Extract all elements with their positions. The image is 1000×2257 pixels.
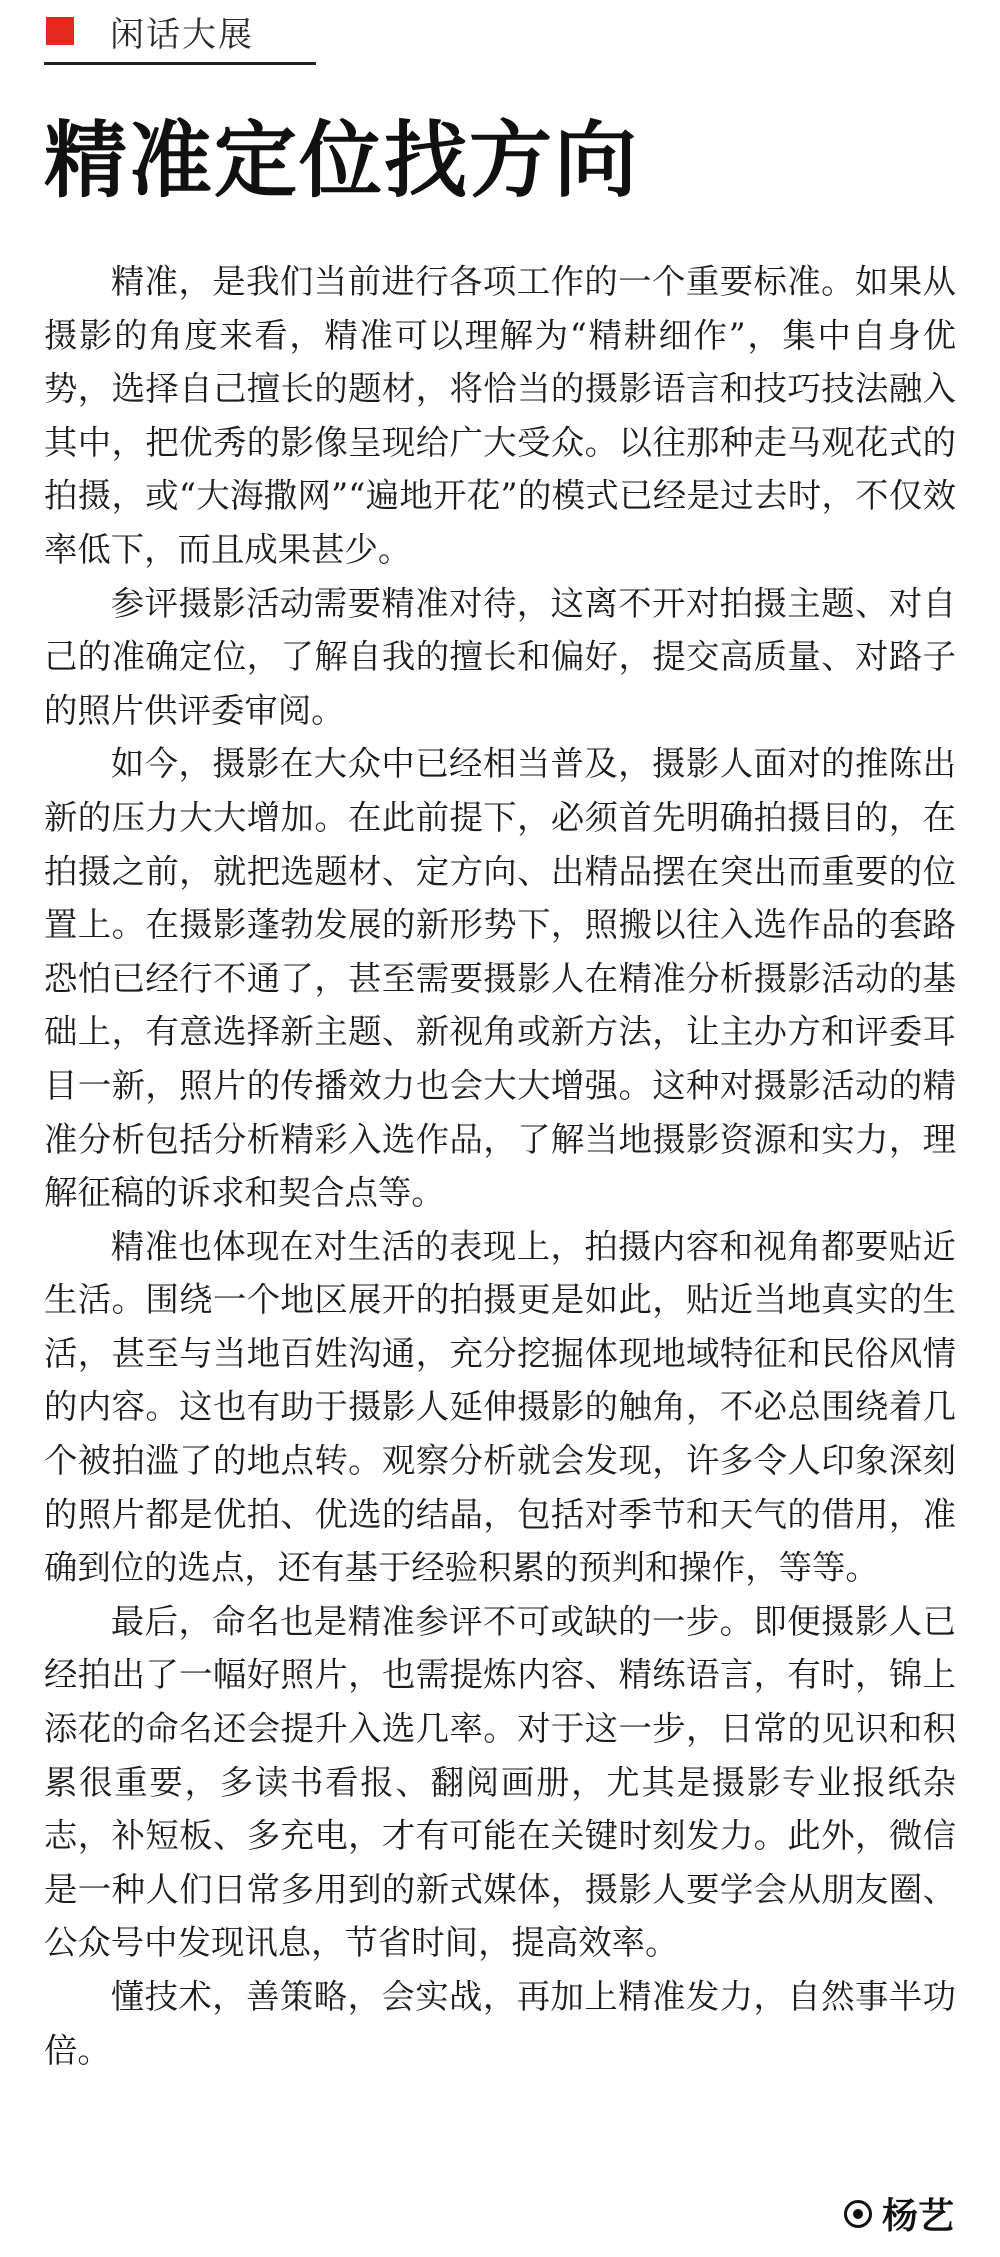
paragraph-6: 懂技术，善策略，会实战，再加上精准发力，自然事半功倍。 <box>44 1977 956 2070</box>
paragraph-4: 精准也体现在对生活的表现上，拍摄内容和视角都要贴近生活。围绕一个地区展开的拍摄更是如此，贴近当地真实的生活，甚至与当地百姓沟通，充分挖掘体现地域特征和民俗风情的内容。这也有助于摄影人延伸摄影的触角，不必总围绕着几个被拍滥了的地点转。观察分析就会发现，许多令人印象深刻的照片都是优拍、优选的结晶，包括对季节和天气的借用，准确到位的选点，还有基于经验积累的预判和操作，等等。 <box>44 1226 956 1588</box>
author-byline <box>844 2188 954 2239</box>
red-square-marker <box>46 17 74 45</box>
column-title: 闲话大展 <box>110 14 254 55</box>
article-headline: 精准定位找方向 <box>44 112 639 209</box>
article-body <box>44 255 956 2077</box>
paragraph-1: 精准，是我们当前进行各项工作的一个重要标准。如果从摄影的角度来看，精准可以理解为“精耕细作”，集中自身优势，选择自己擅长的题材，将恰当的摄影语言和技巧技法融入其中，把优秀的影像呈现给广大受众。以往那种走马观花式的拍摄，或“大海撒网”“遍地开花”的模式已经是过去时，不仅效率低下，而且成果甚少。 <box>44 262 956 569</box>
paragraph-5: 最后，命名也是精准参评不可或缺的一步。即便摄影人已经拍出了一幅好照片，也需提炼内容、精练语言，有时，锦上添花的命名还会提升入选几率。对于这一步，日常的见识和积累很重要，多读书看报、翻阅画册，尤其是摄影专业报纸杂志，补短板、多充电，才有可能在关键时刻发力。此外，微信是一种人们日常多用到的新式媒体，摄影人要学会从朋友圈、公众号中发现讯息，节省时间，提高效率。 <box>44 1601 956 1963</box>
column-header <box>44 0 316 65</box>
author-name: 杨艺 <box>881 2196 954 2237</box>
paragraph-3: 如今，摄影在大众中已经相当普及，摄影人面对的推陈出新的压力大大增加。在此前提下，必须首先明确拍摄目的，在拍摄之前，就把选题材、定方向、出精品摆在突出而重要的位置上。在摄影蓬勃发展的新形势下，照搬以往入选作品的套路恐怕已经行不通了，甚至需要摄影人在精准分析摄影活动的基础上，有意选择新主题、新视角或新方法，让主办方和评委耳目一新，照片的传播效力也会大大增强。这种对摄影活动的精准分析包括分析精彩入选作品，了解当地摄影资源和实力，理解征稿的诉求和契合点等。 <box>44 744 956 1213</box>
paragraph-2: 参评摄影活动需要精准对待，这离不开对拍摄主题、对自己的准确定位，了解自我的擅长和偏好，提交高质量、对路子的照片供评委审阅。 <box>44 583 956 730</box>
bullseye-icon <box>844 2200 872 2228</box>
